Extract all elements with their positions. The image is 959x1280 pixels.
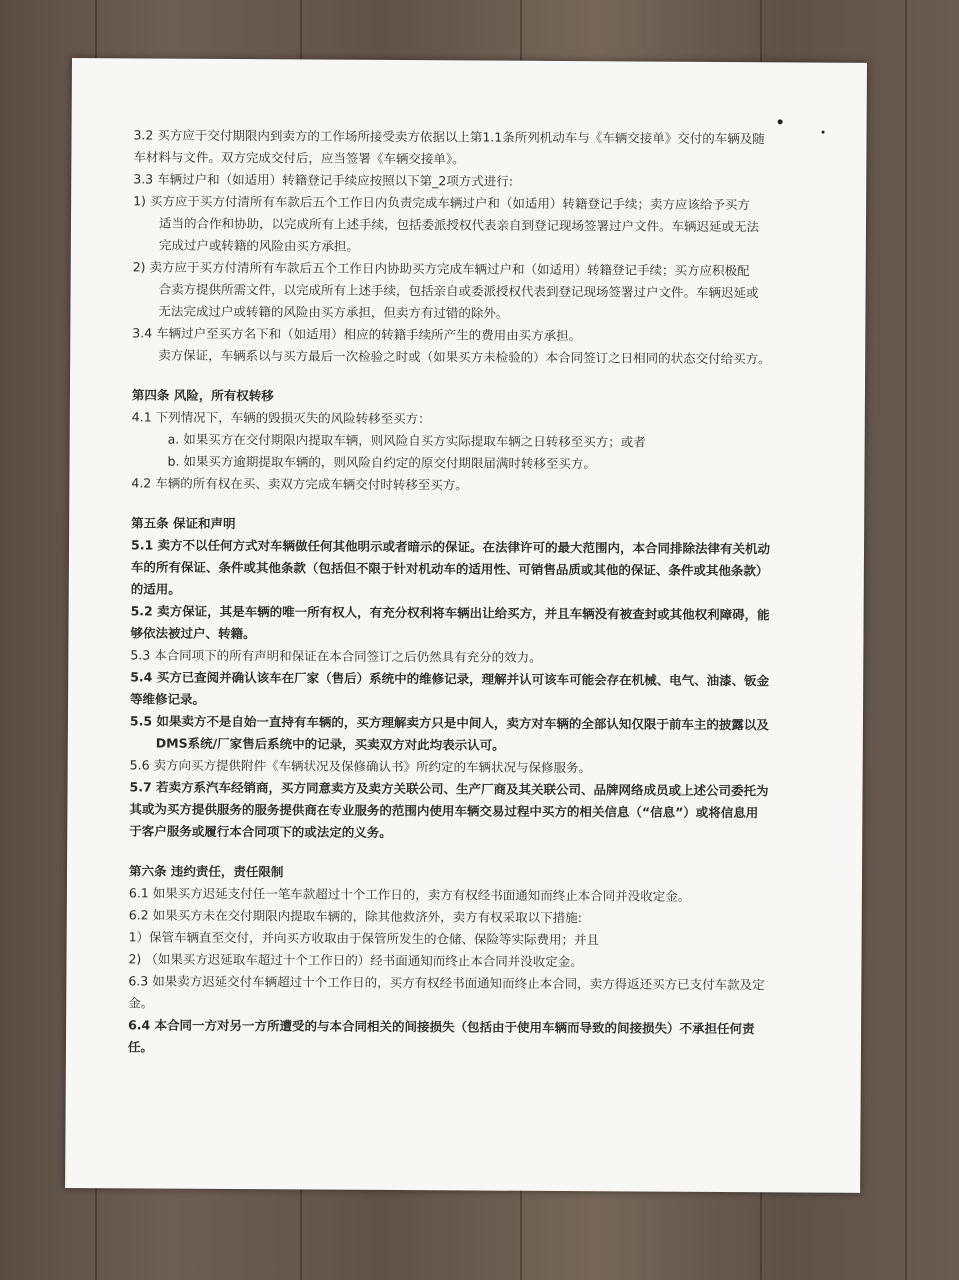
clause-5-5-line2: DMS系统/厂家售后系统中的记录，买卖双方对此均表示认可。 xyxy=(155,735,505,753)
clause-3-3-item2-line2: 合卖方提供所需文件，以完成所有上述手续，包括亲自或委派授权代表到登记现场签署过户文件。车辆迟延或 xyxy=(158,281,759,301)
clause-5-2-line1: 5.2 卖方保证，其是车辆的唯一所有权人，有充分权利将车辆出让给买方，并且车辆没有被查封或其他权利障碍，能 xyxy=(130,603,770,623)
clause-3-2-line2: 车材料与文件。双方完成交付后，应当签署《车辆交接单》。 xyxy=(133,149,465,167)
clause-5-5-line1: 5.5 如果卖方不是自始一直持有车辆的，买方理解卖方只是中间人，卖方对车辆的全部认知仅限于前车主的披露以及 xyxy=(129,713,769,733)
clause-3-3-item1-line3: 完成过户或转籍的风险由买方承担。 xyxy=(158,237,359,254)
clause-4-1: 4.1 下列情况下，车辆的毁损灭失的风险转移至买方： xyxy=(131,409,431,427)
clause-5-1-line2: 车的所有保证、条件或其他条款（包括但不限于针对机动车的适用性、可销售品质或其他的保证、条件或其他条款） xyxy=(130,559,769,579)
clause-5-4-line2: 等维修记录。 xyxy=(130,691,206,707)
document-page xyxy=(65,58,867,1193)
clause-6-4-line2: 任。 xyxy=(127,1039,154,1055)
clause-5-4-line1: 5.4 买方已查阅并确认该车在厂家（售后）系统中的维修记录，理解并认可该车可能会存在机械、电气、油漆、钣金 xyxy=(130,669,770,689)
clause-3-3-item2-line1: 2) 卖方应于买方付清所有车款后五个工作日内协助买方完成车辆过户和（如适用）转籍登记手续；买方应积极配 xyxy=(132,259,750,279)
clause-5-1-line3: 的适用。 xyxy=(130,581,181,597)
clause-6-2: 6.2 如果买方未在交付期限内提取车辆的，除其他救济外，卖方有权采取以下措施: xyxy=(128,907,582,926)
clause-3-2-line1: 3.2 买方应于交付期限内到卖方的工作场所接受卖方依据以上第1.1条所列机动车与《车辆交接单》交付的车辆及随 xyxy=(133,127,765,147)
section-6-heading: 第六条 违约责任，责任限制 xyxy=(128,863,284,880)
clause-4-1-b: b. 如果买方逾期提取车辆的，则风险自约定的原交付期限届满时转移至买方。 xyxy=(167,453,596,472)
clause-6-2-item2: 2) （如果买方迟延取车超过十个工作日的）经书面通知而终止本合同并没收定金。 xyxy=(128,951,583,970)
clause-5-7-line2: 其或为买方提供服务的服务提供商在专业服务的范围内使用车辆交易过程中买方的相关信息（“信息”）或将信息用 xyxy=(129,801,759,821)
clause-3-3-item1-line1: 1) 买方应于买方付清所有车款后五个工作日内负责完成车辆过户和（如适用）转籍登记手续；卖方应该给予买方 xyxy=(133,193,750,213)
section-4-heading: 第四条 风险，所有权转移 xyxy=(131,387,274,404)
ink-dot xyxy=(778,119,783,124)
document-body xyxy=(128,124,814,1062)
ink-dot xyxy=(822,131,825,134)
clause-3-3: 3.3 车辆过户和（如适用）转籍登记手续应按照以下第_2项方式进行: xyxy=(133,171,514,189)
clause-3-3-item2-line3: 无法完成过户或转籍的风险由买方承担，但卖方有过错的除外。 xyxy=(158,303,509,321)
clause-5-3: 5.3 本合同项下的所有声明和保证在本合同签订之后仍然具有充分的效力。 xyxy=(130,647,542,665)
clause-5-7-line3: 于客户服务或履行本合同项下的或法定的义务。 xyxy=(129,823,392,840)
clause-5-2-line2: 够依法被过户、转籍。 xyxy=(130,625,256,642)
wood-grain xyxy=(905,0,907,1280)
clause-6-3-line2: 金。 xyxy=(128,995,154,1011)
clause-6-4-line1: 6.4 本合同一方对另一方所遭受的与本合同相关的间接损失（包括由于使用车辆而导致的间接损失）不承担任何责 xyxy=(128,1017,755,1037)
clause-5-7-line1: 5.7 若卖方系汽车经销商，买方同意卖方及卖方关联公司、生产厂商及其关联公司、品牌网络成员或上述公司委托为 xyxy=(129,779,769,799)
clause-6-1: 6.1 如果买方迟延支付任一笔车款超过十个工作日的，卖方有权经书面通知而终止本合同并没收定金。 xyxy=(128,885,691,904)
section-5-heading: 第五条 保证和声明 xyxy=(131,515,236,532)
clause-5-6: 5.6 卖方向买方提供附件《车辆状况及保修确认书》所约定的车辆状况与保修服务。 xyxy=(129,757,592,776)
clause-5-1-line1: 5.1 卖方不以任何方式对车辆做任何其他明示或者暗示的保证。在法律许可的最大范围内，本合同排除法律有关机动 xyxy=(130,537,771,557)
clause-6-3-line1: 6.3 如果卖方迟延交付车辆超过十个工作日的，买方有权经书面通知而终止本合同，卖方得返还买方已支付车款及定 xyxy=(128,973,765,993)
clause-4-2: 4.2 车辆的所有权在买、卖双方完成车辆交付时转移至买方。 xyxy=(131,475,468,493)
clause-3-3-item1-line2: 适当的合作和协助，以完成所有上述手续，包括委派授权代表亲自到登记现场签署过户文件。车辆迟延或无法 xyxy=(158,215,760,235)
clause-4-1-a: a. 如果买方在交付期限内提取车辆，则风险自买方实际提取车辆之日转移至买方；或者 xyxy=(167,431,646,450)
clause-3-4-guarantee: 卖方保证，车辆系以与买方最后一次检验之时或（如果买方未检验的）本合同签订之日相同的状态交付给买方。 xyxy=(158,347,771,367)
clause-6-2-item1: 1）保管车辆直至交付，并向买方收取由于保管所发生的仓储、保险等实际费用；并且 xyxy=(128,929,600,948)
clause-3-4: 3.4 车辆过户至买方名下和（如适用）相应的转籍手续所产生的费用由买方承担。 xyxy=(132,325,582,344)
